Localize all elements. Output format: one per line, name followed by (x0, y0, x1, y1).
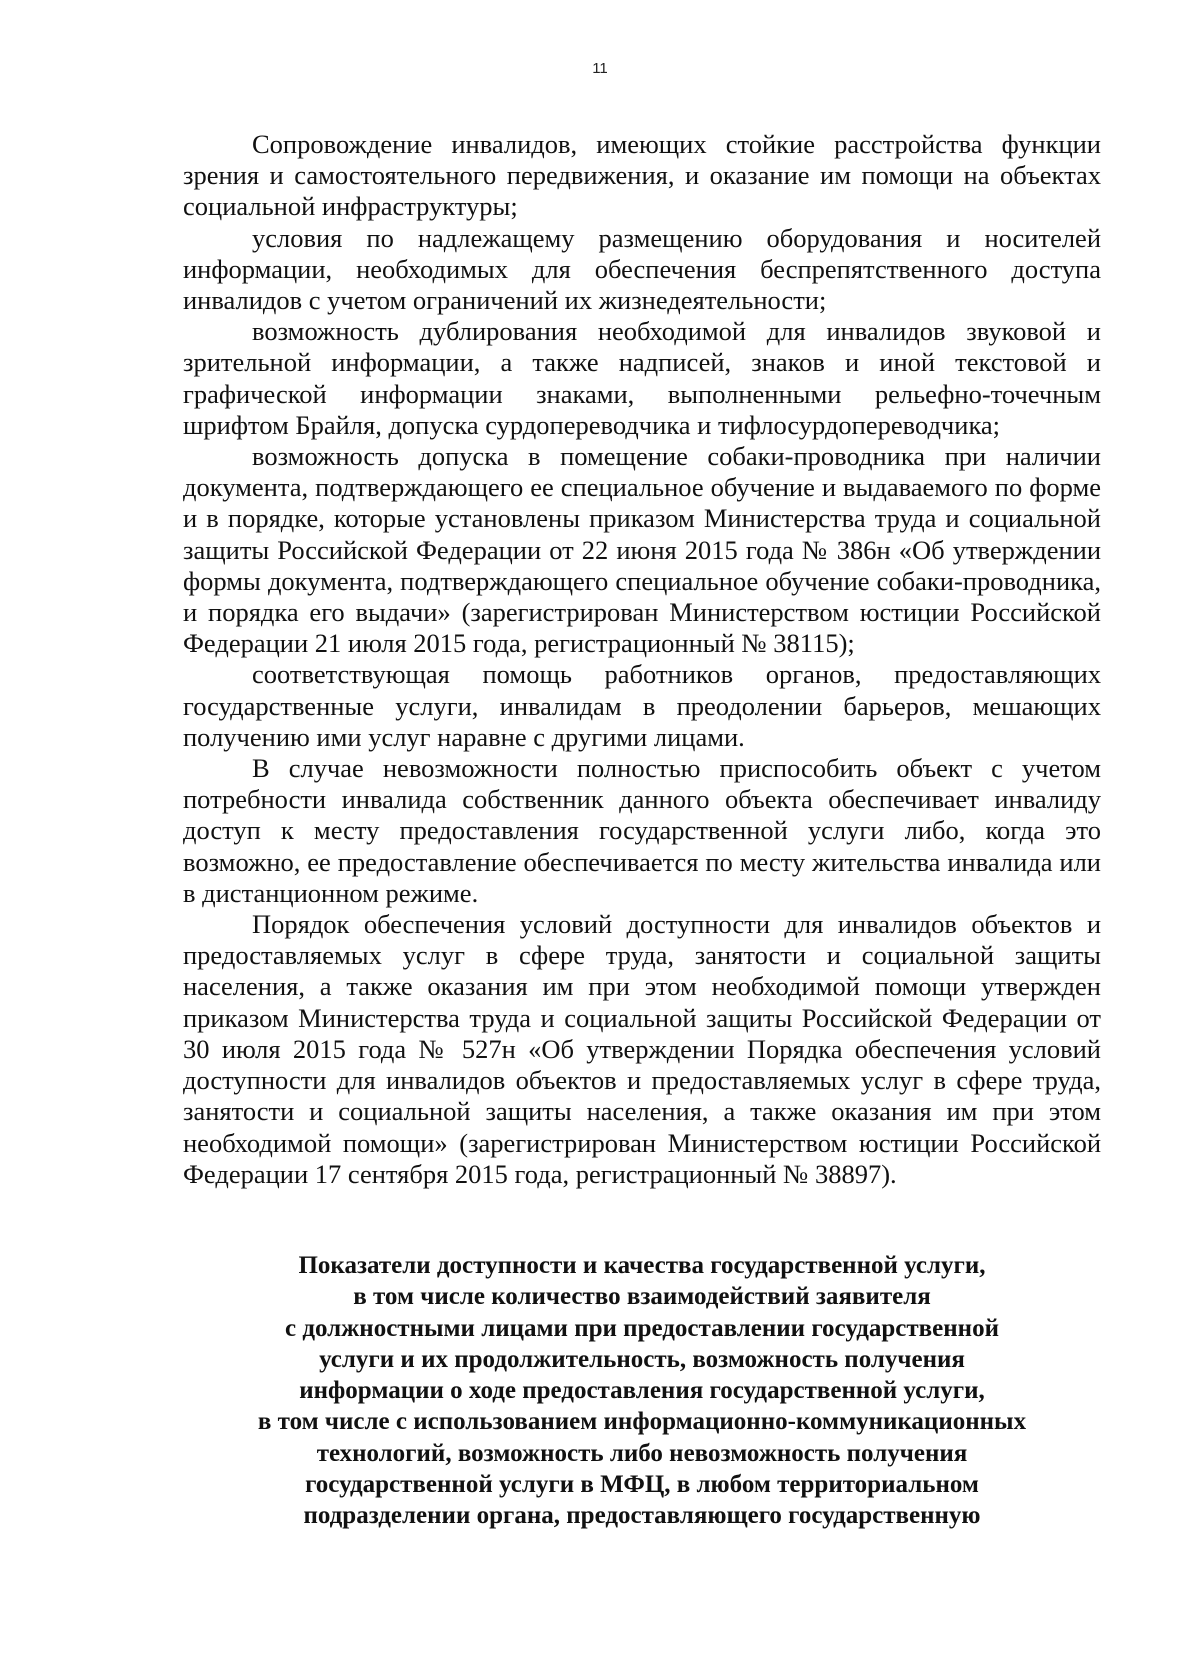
paragraph-accessibility-order: Порядок обеспечения условий доступности для инвалидов объектов и предоставляемых услуг в сфере труда, занятости и социальной защиты населения, а также оказания им при этом необходимой помощи утвержден приказом Министерства труда и социальной защиты Российской Федерации от 30 июля 2015 года № 527н «Об утверждении Порядка обеспечения условий доступности для инвалидов объектов и предоставляемых услуг в сфере труда, занятости и социальной защиты населения, а также оказания им при этом необходимой помощи» (зарегистрирован Министерством юстиции Российской Федерации 17 сентября 2015 года, регистрационный № 38897). (183, 909, 1101, 1189)
paragraph-guide-dog-access: возможность допуска в помещение собаки-проводника при наличии документа, подтверждающего ее специальное обучение и выдаваемого по форме и в порядке, которые установлены приказом Министерства труда и социальной защиты Российской Федерации от 22 июня 2015 года № 386н «Об утверждении формы документа, подтверждающего специальное обучение собаки-проводника, и порядка его выдачи» (зарегистрирован Министерством юстиции Российской Федерации 21 июля 2015 года, регистрационный № 38115); (183, 441, 1101, 659)
paragraph-escort-disabled: Сопровождение инвалидов, имеющих стойкие расстройства функции зрения и самостоятельного передвижения, и оказание им помощи на объектах социальной инфраструктуры; (183, 129, 1101, 222)
section-heading (183, 1250, 1101, 1532)
paragraph-object-adaptation: В случае невозможности полностью приспособить объект с учетом потребности инвалида собственник данного объекта обеспечивает инвалиду доступ к месту предоставления государственной услуги либо, когда это возможно, ее предоставление обеспечивается по месту жительства инвалида или в дистанционном режиме. (183, 753, 1101, 908)
heading-line: технологий, возможность либо невозможность получения (316, 1439, 968, 1467)
heading-line: Показатели доступности и качества государственной услуги, (298, 1252, 986, 1279)
paragraph-staff-assistance: соответствующая помощь работников органов, предоставляющих государственные услуги, инвалидам в преодолении барьеров, мешающих получению ими услуг наравне с другими лицами. (183, 659, 1101, 752)
heading-line: в том числе количество взаимодействий заявителя (353, 1283, 931, 1311)
paragraph-information-duplication: возможность дублирования необходимой для инвалидов звуковой и зрительной информации, а также надписей, знаков и иной текстовой и графической информации знаками, выполненными рельефно-точечным шрифтом Брайля, допуска сурдопереводчика и тифлосурдопереводчика; (183, 316, 1101, 440)
heading-line: услуги и их продолжительность, возможность получения (319, 1345, 965, 1373)
heading-line: в том числе с использованием информационно-коммуникационных (257, 1408, 1027, 1436)
heading-line: с должностными лицами при предоставлении государственной (284, 1314, 999, 1342)
heading-line: государственной услуги в МФЦ, в любом территориальном (305, 1471, 979, 1499)
heading-line: подразделении органа, предоставляющего государственную (303, 1502, 981, 1530)
paragraph-equipment-placement: условия по надлежащему размещению оборудования и носителей информации, необходимых для обеспечения беспрепятственного доступа инвалидов с учетом ограничений их жизнедеятельности; (183, 222, 1101, 316)
page-number: 11 (592, 60, 608, 77)
heading-line: информации о ходе предоставления государственной услуги, (299, 1377, 985, 1405)
document-body (183, 129, 1101, 1190)
